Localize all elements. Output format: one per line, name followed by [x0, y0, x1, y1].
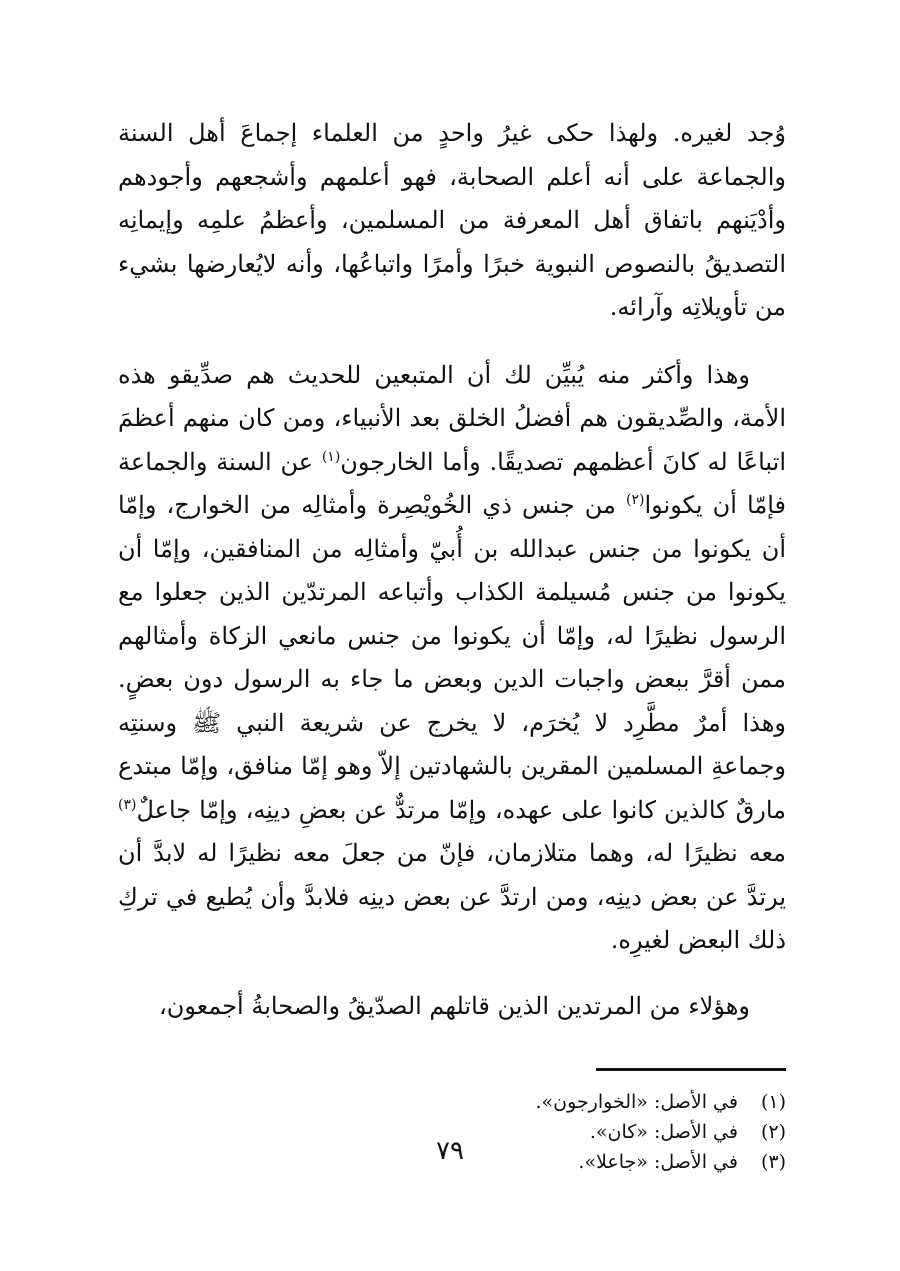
- paragraph-2-segment-2: عن السنة والجماعة فإمّا أن يكونوا: [118, 447, 786, 519]
- paragraph-2-segment-4: معه نظيرًا له، وهما متلازمان، فإنّ من جعلَ معه نظيرًا له لابدَّ أن يرتدَّ عن بعض دينِه، ومن ارتدَّ عن بعض دينِه فلابدَّ وأن يُطيع في تركِ ذلك البعض لغيرِه.: [118, 839, 786, 954]
- paragraph-3: وهؤلاء من المرتدين الذين قاتلهم الصدّيقُ والصحابةُ أجمعون،: [159, 991, 750, 1020]
- page-body: [118, 112, 786, 1212]
- footnote-number: (٢): [760, 1121, 786, 1143]
- footnote-item: [118, 1087, 786, 1117]
- paragraph-2-segment-1: وهذا وأكثر منه يُبيِّن لك أن المتبعين للحديث هم صدِّيقو هذه الأمة، والصِّديقون هم أفضلُ الخلق بعد الأنبياء، ومن كان منهم أعظمَ اتباعًا له كانَ أعظمهم تصديقًا. وأما الخارجون: [118, 360, 787, 476]
- footnote-text: في الأصل: «كان».: [589, 1121, 738, 1143]
- footnote-text: في الأصل: «الخوارجون».: [535, 1091, 738, 1113]
- footnote-marker-2[interactable]: (٢): [626, 492, 645, 508]
- paragraph-2-segment-3: من جنس ذي الخُويْصِرة وأمثالِه من الخوارج، وإمّا أن يكونوا من جنس عبدالله بن أُبيّ وأمثالِه من المنافقين، وإمّا أن يكونوا من جنس مُسيلمة الكذاب وأتباعه المرتدّين الذين جعلوا مع الرسول نظيرًا له، وإمّا أن يكونوا من جنس مانعي الزكاة وأمثالهم ممن أقرَّ ببعض واجبات الدين وبعض ما جاء به الرسول دون بعضٍ. وهذا أمرٌ مطَّرِد لا يُخرَم، لا يخرج عن شريعة النبي ﷺ وسنتِه وجماعةِ المسلمين المقرين بالشهادتين إلاّ وهو إمّا منافق، وإمّا مبتدع مارقٌ كالذين كانوا على عهده، وإمّا مرتدٌّ عن بعضِ دينِه، وإمّا جاعلٌ: [118, 491, 786, 824]
- paragraph-2: [118, 354, 786, 963]
- footnote-divider: [596, 1068, 786, 1071]
- page-number: ٧٩: [436, 1136, 464, 1166]
- footnote-text: في الأصل: «جاعلا».: [578, 1151, 738, 1173]
- footnote-marker-1[interactable]: (١): [321, 448, 341, 465]
- footnote-marker-3[interactable]: (٣): [118, 796, 137, 813]
- footnote-number: (١): [760, 1091, 786, 1113]
- footnote-number: (٣): [760, 1151, 786, 1173]
- paragraph-1: وُجد لغيره. ولهذا حكى غيرُ واحدٍ من العلماء إجماعَ أهل السنة والجماعة على أنه أعلم الصحابة، فهو أعلمهم وأشجعهم وأجودهم وأدْيَنهم باتفاق أهل المعرفة من المسلمين، وأعظمُ علمِه وإيمانِه التصديقُ بالنصوص النبوية خبرًا وأمرًا واتباعُها، وأنه لايُعارضها بشيء من تأويلاتِه وآرائه.: [118, 119, 786, 321]
